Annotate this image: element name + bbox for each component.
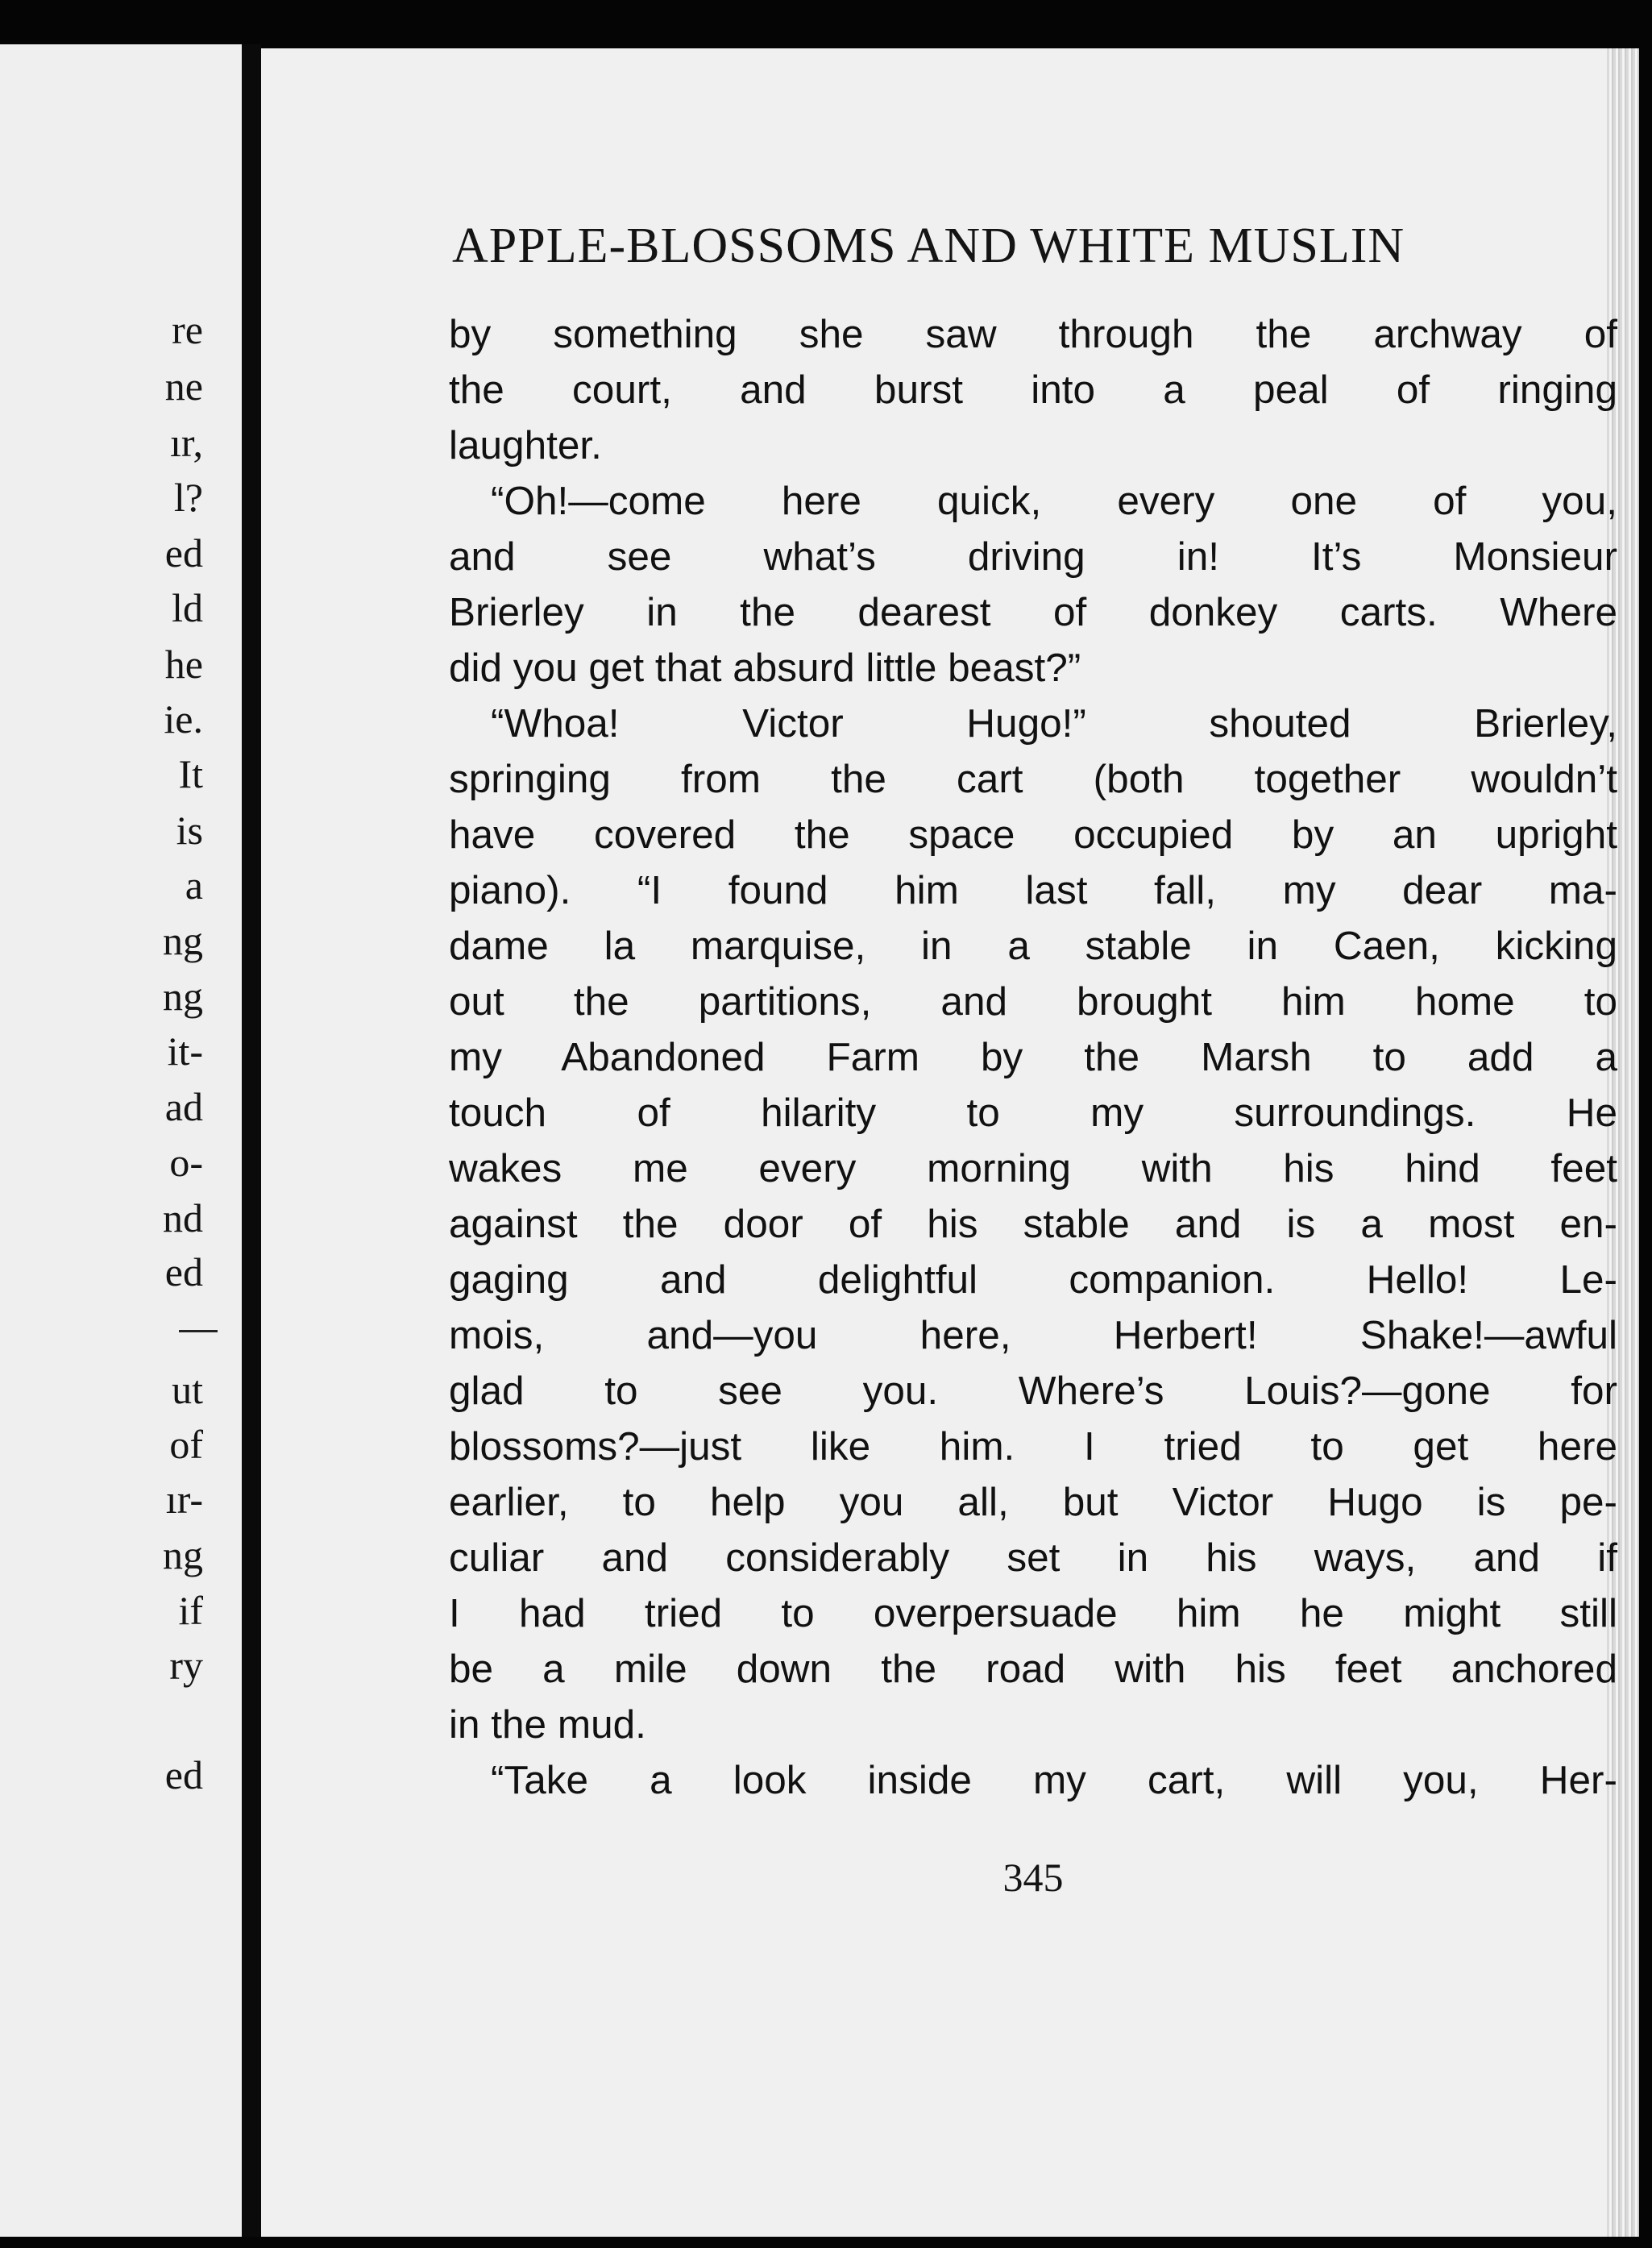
left-fragment: re: [172, 307, 203, 352]
book-gutter: [242, 44, 261, 2237]
left-fragment: ad: [164, 1084, 203, 1129]
text-line: gaging and delightful companion. Hello! Le-: [449, 1257, 1617, 1302]
left-fragment: l?: [173, 475, 203, 520]
left-fragment: is: [176, 808, 203, 853]
left-fragment: ır-: [165, 1477, 203, 1522]
left-fragment: ed: [164, 530, 203, 576]
left-fragment: ed: [164, 1249, 203, 1294]
text-line: Brierley in the dearest of donkey carts. Where: [449, 590, 1617, 634]
left-fragment: it-: [167, 1028, 203, 1074]
text-line: “Take a look inside my cart, will you, Her-: [491, 1758, 1617, 1802]
left-fragment: nd: [163, 1195, 203, 1240]
text-line: dame la marquise, in a stable in Caen, kicking: [449, 924, 1617, 968]
left-fragment: a: [185, 862, 203, 908]
text-line: be a mile down the road with his feet anchored: [449, 1647, 1617, 1691]
text-line: touch of hilarity to my surroundings. He: [449, 1091, 1617, 1135]
book-page: [261, 48, 1639, 2237]
text-line: wakes me every morning with his hind feet: [449, 1146, 1617, 1190]
text-line: out the partitions, and brought him home to: [449, 979, 1617, 1024]
text-line: culiar and considerably set in his ways, and if: [449, 1535, 1617, 1580]
left-fragment: ld: [172, 585, 203, 630]
left-fragment: he: [164, 642, 203, 687]
left-fragment: ng: [163, 974, 203, 1019]
text-line: laughter.: [449, 423, 602, 467]
left-page-fragment: [0, 44, 242, 2237]
left-fragment: It: [178, 751, 203, 796]
text-line: piano). “I found him last fall, my dear ma-: [449, 868, 1617, 912]
text-line: blossoms?—just like him. I tried to get here: [449, 1424, 1617, 1469]
text-line: I had tried to overpersuade him he might still: [449, 1591, 1617, 1635]
text-line: earlier, to help you all, but Victor Hugo is pe-: [449, 1480, 1617, 1524]
left-fragment: ır,: [169, 420, 203, 465]
text-line: did you get that absurd little beast?”: [449, 646, 1081, 690]
left-fragment: ry: [169, 1643, 203, 1688]
left-fragment: ed: [164, 1752, 203, 1797]
text-line: mois, and—you here, Herbert! Shake!—awful: [449, 1313, 1617, 1357]
left-page-rule: [179, 1330, 218, 1332]
text-line: against the door of his stable and is a most en-: [449, 1202, 1617, 1246]
left-fragment: if: [178, 1588, 203, 1633]
left-fragment: of: [169, 1422, 203, 1467]
running-head: APPLE-BLOSSOMS AND WHITE MUSLIN: [452, 218, 1405, 273]
text-line: and see what’s driving in! It’s Monsieur: [449, 534, 1617, 579]
text-line: “Whoa! Victor Hugo!” shouted Brierley,: [491, 701, 1617, 746]
left-fragment: ut: [172, 1367, 203, 1412]
text-line: have covered the space occupied by an upright: [449, 812, 1617, 857]
left-fragment: ne: [164, 364, 203, 409]
text-line: glad to see you. Where’s Louis?—gone for: [449, 1369, 1617, 1413]
text-line: in the mud.: [449, 1702, 646, 1747]
text-line: by something she saw through the archway of: [449, 312, 1617, 356]
text-line: springing from the cart (both together wouldn’t: [449, 757, 1617, 801]
left-fragment: ng: [163, 1532, 203, 1577]
left-fragment: ng: [163, 918, 203, 963]
text-line: my Abandoned Farm by the Marsh to add a: [449, 1035, 1617, 1079]
left-fragment: ie.: [164, 696, 203, 742]
text-line: the court, and burst into a peal of ringing: [449, 368, 1617, 412]
page-number: 345: [1002, 1855, 1064, 1900]
text-line: “Oh!—come here quick, every one of you,: [491, 479, 1617, 523]
body-text: [449, 306, 1617, 1808]
left-fragment: o-: [169, 1140, 203, 1185]
